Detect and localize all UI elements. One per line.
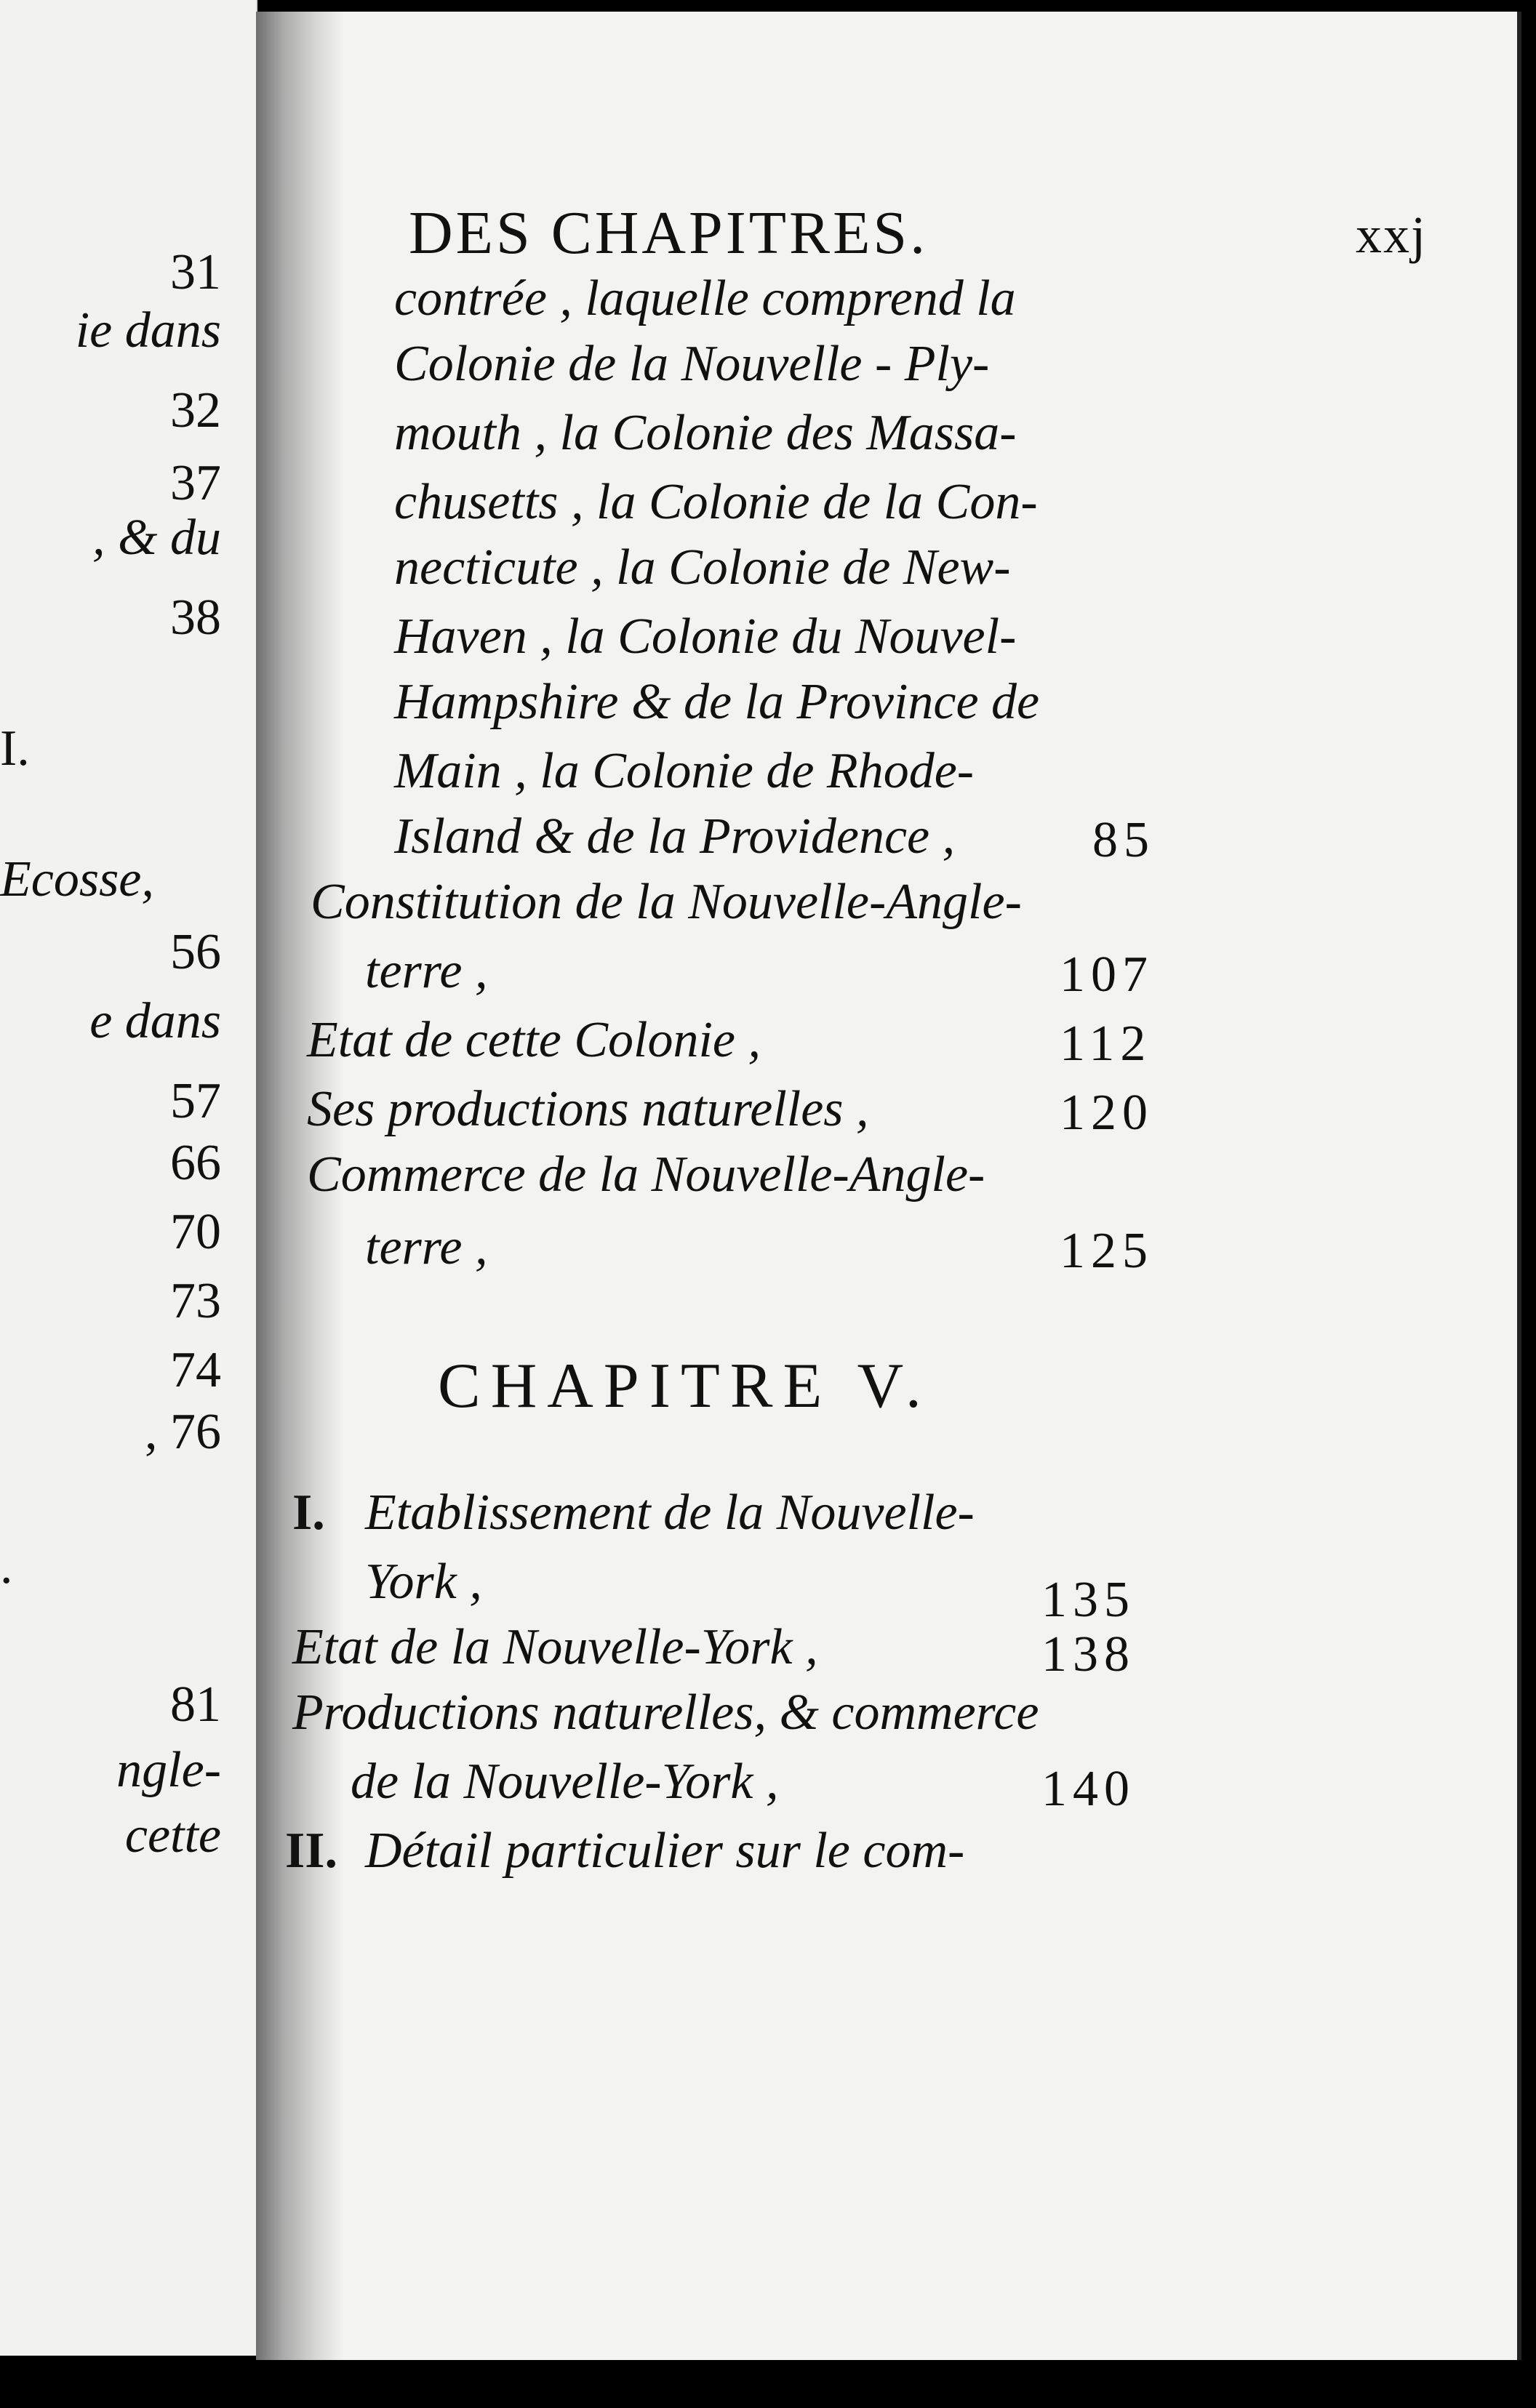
right-page <box>256 12 1521 2360</box>
toc-page-number: 138 <box>1041 1626 1135 1682</box>
toc-line: Ses productions naturelles , <box>307 1081 869 1137</box>
toc-line: Island & de la Providence , <box>394 808 956 864</box>
toc-page-number: 135 <box>1041 1572 1135 1628</box>
toc-page-number: 112 <box>1060 1016 1152 1072</box>
left-fragment: 38 <box>170 590 221 646</box>
section-numeral: II. <box>285 1823 337 1879</box>
section-numeral: I. <box>292 1485 325 1541</box>
folio: xxj <box>1355 206 1427 264</box>
left-fragment: 73 <box>170 1273 221 1329</box>
toc-line: Commerce de la Nouvelle-Angle- <box>307 1147 985 1203</box>
left-fragment: 66 <box>170 1135 221 1191</box>
toc-line: de la Nouvelle-York , <box>351 1754 779 1810</box>
toc-line: Hampshire & de la Province de <box>394 674 1040 730</box>
left-fragment: Ecosse, <box>0 851 154 907</box>
toc-line: contrée , laquelle comprend la <box>394 270 1016 326</box>
toc-line: necticute , la Colonie de New- <box>394 539 1011 595</box>
left-fragment: cette <box>124 1807 221 1863</box>
toc-line: Main , la Colonie de Rhode- <box>394 743 975 799</box>
left-fragment: 56 <box>170 924 221 980</box>
toc-page-number: 107 <box>1060 947 1153 1003</box>
left-fragment: , & du <box>92 510 221 566</box>
left-fragment: 57 <box>170 1073 221 1129</box>
toc-line: Détail particulier sur le com- <box>365 1823 965 1879</box>
left-fragment: 31 <box>170 244 221 300</box>
toc-line: Etat de cette Colonie , <box>307 1012 761 1068</box>
left-fragment: 81 <box>170 1677 221 1733</box>
toc-line: Haven , la Colonie du Nouvel- <box>394 609 1017 665</box>
left-fragment: I. <box>0 721 30 776</box>
left-facing-page <box>0 0 257 2356</box>
toc-line: mouth , la Colonie des Massa- <box>394 405 1017 461</box>
left-fragment: , 76 <box>145 1404 221 1460</box>
toc-page-number: 140 <box>1041 1761 1135 1817</box>
chapter-heading: CHAPITRE V. <box>438 1351 932 1421</box>
toc-line: Etat de la Nouvelle-York , <box>292 1619 818 1675</box>
left-fragment: 37 <box>170 455 221 511</box>
running-head-title: DES CHAPITRES. <box>409 199 929 267</box>
toc-line: Colonie de la Nouvelle - Ply- <box>394 336 990 392</box>
toc-page-number: 120 <box>1060 1085 1153 1141</box>
toc-line: terre , <box>365 1219 488 1275</box>
toc-line: Constitution de la Nouvelle-Angle- <box>311 874 1022 930</box>
left-fragment: 74 <box>170 1342 221 1398</box>
toc-line: chusetts , la Colonie de la Con- <box>394 474 1038 530</box>
toc-line: Etablissement de la Nouvelle- <box>365 1485 975 1541</box>
left-fragment: ngle- <box>116 1742 221 1798</box>
left-fragment: e dans <box>89 993 221 1049</box>
left-fragment: . <box>0 1538 13 1594</box>
left-fragment: ie dans <box>75 302 221 358</box>
running-head <box>409 198 1427 268</box>
left-fragment: 70 <box>170 1204 221 1260</box>
toc-page-number: 125 <box>1060 1223 1153 1279</box>
toc-line: York , <box>365 1554 482 1610</box>
toc-line: Productions naturelles, & commerce <box>292 1685 1039 1741</box>
left-fragment: 32 <box>170 382 221 438</box>
toc-page-number: 85 <box>1092 812 1155 868</box>
toc-line: terre , <box>365 943 488 999</box>
